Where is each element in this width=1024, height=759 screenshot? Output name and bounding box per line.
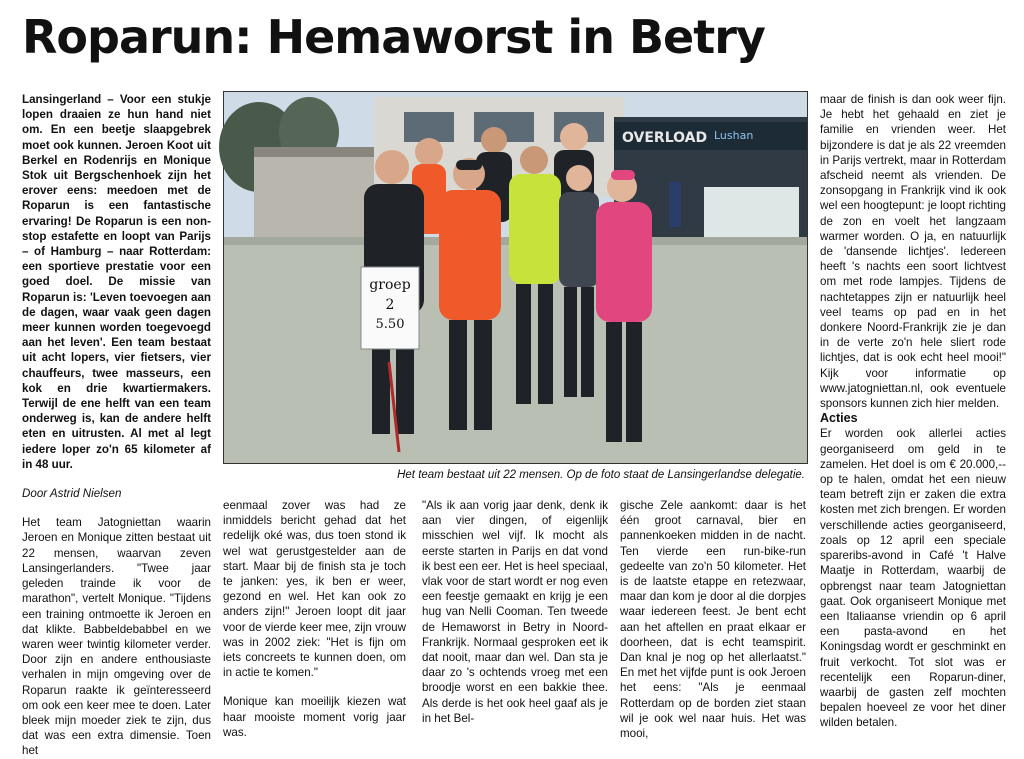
body-paragraph: eenmaal zover was had ze inmiddels bericht gehad dat het redelijk oké was, dus toen stond ik wel wat gerustgestelder aan de start. Maar bij de finish sta je toch te janken: yes, ik ben er weer, gezond en wel. Het kan ook zo anders zijn!" Jeroen loopt dit jaar voor de vierde keer mee, zijn vrouw was in 2002 ziek: "Het is fijn om iets concreets te kunnen doen, om in actie te komen." [223,499,407,680]
column-4 [620,498,806,741]
photo-caption: Het team bestaat uit 22 mensen. Op de foto staat de Lansingerlandse delegatie. [397,469,805,481]
column-3 [422,498,608,725]
byline: Door Astrid Nielsen [22,487,122,501]
team-photo-illustration [224,92,807,463]
headline: Roparun: Hemaworst in Betry [22,10,765,64]
body-paragraph: gische Zele aankomt: daar is het één groot carnaval, bier en pannenkoeken midden in de nacht. Ten vierde een run-bike-run gedeelte van zo'n 50 kilometer. Het is de laatste etappe en retezwaar, maar dan kom je door al die dorpjes waar iedereen feest. Je bent echt aan het aftellen en praat elkaar er doorheen, dat is echt teamspirit. Dan knal je nog op het allerlaatst." En met het vijfde punt is ook Jeroen het eens: "Als je eenmaal Rotterdam op de borden ziet staan wil je ook wel naar huis. Het was mooi, [620,499,806,741]
group-sign-line2: 2 [385,297,395,313]
body-paragraph: "Als ik aan vorig jaar denk, denk ik aan vier dingen, of eigenlijk misschien wel vijf. Ik mocht als eerste starten in Parijs en dat vond ik best een eer. Het is heel speciaal, vlak voor de start wordt er nog even een feestje gemaakt en krijg je een hug van Nelli Cooman. Ten tweede de Hemaworst in Betry in Noord-Frankrijk. Normaal gesproken eet ik dat nooit, maar dan wel. Dan sta je daar zo 's ochtends vroeg met een broodje worst en een bakkie thee. Als derde is het ook heel gaaf als je in het Bel- [422,499,608,725]
body-paragraph: Het team Jatogniettan waarin Jeroen en Monique zitten bestaat uit 22 mensen, waarvan zeven Lansingerlanders. "Twee jaar geleden trainde ik voor de marathon", vertelt Monique. "Tijdens een training ontmoette ik Jeroen en dat klikte. Babbeldebabbel en we waren weer twintig kilometer verder. Door zijn en andere enthousiaste verhalen in mijn omgeving over de Roparun raakte ik geïnteresseerd om ook een keer mee te doen. Later bleek mijn moeder ziek te zijn, dus dat was een extra dimensie. Toen het [22,516,211,758]
subheading-acties: Acties [820,411,858,426]
body-paragraph: Er worden ook allerlei acties georganiseerd om geld in te zamelen. Het doel is om € 20.000,-- op te halen, omdat het een nieuw team betreft zijn er zaken die extra kosten met zich brengen. Er worden verschillende acties georganiseerd, zoals op 12 april een speciale spareribs-avond in Café 't Halve Maatje in Rotterdam, waarbij de opbrengst naar team Jatogniettan gaat. Ook organiseert Monique met een Italiaanse vriendin op 6 april een pasta-avond en het Koningsdag wordt er geschminkt en fruit verkocht. Tot slot was er recentelijk een Roparun-diner, waarbij de gasten zelf mochten bepalen hoeveel ze voor het diner wilden betalen. [820,427,1006,730]
group-sign-line1: groep [369,277,411,293]
storefront-sign: OVERLOAD [622,130,708,146]
column-5 [820,92,1006,730]
group-sign [361,267,419,349]
column-1 [22,92,211,758]
distant-person [669,182,681,227]
storefront-sign-2: Lushan [714,129,754,142]
group-sign-line3: 5.50 [375,317,405,332]
lead-paragraph: Lansingerland – Voor een stukje lopen draaien ze hun hand niet om. En een beetje slaapgebrek moet ook kunnen. Jeroen Koot uit Berkel en Rodenrijs en Monique Stok uit Bergschenhoek zijn het erover eens: meedoen met de Roparun is een fantastische ervaring! De Roparun is een non-stop estafette en loopt van Parijs – of Hamburg – naar Rotterdam: een sportieve prestatie voor een goed doel. De missie van Roparun is: 'Leven toevoegen aan de dagen, waar vaak geen dagen meer kunnen worden toegevoegd aan het leven'. Een team bestaat uit acht lopers, vier fietsers, vier chauffeurs, twee masseurs, een kok en drie kwartiermakers. Terwijl de ene helft van een team onderweg is, kan de andere helft eten en uitrusten. Al met al legt iedere loper zo'n 65 kilometer af in 48 uur. [22,93,211,471]
column-2 [223,498,407,739]
body-paragraph: Monique kan moeilijk kiezen wat haar mooiste moment vorig jaar was. [223,695,406,739]
team-photo [223,91,808,464]
body-paragraph: maar de finish is dan ook weer fijn. Je hebt het gehaald en ziet je familie en vrienden weer. Het bijzondere is dat je als 22 vreemden in Parijs vertrekt, maar in Rotterdam afscheid neemt als vrienden. De zonsopgang in Frankrijk vind ik ook wel een hoogtepunt: je loopt richting de zon en voelt het langzaam warmer worden. O ja, en natuurlijk de 'dansende lichtjes'. Iedereen heeft 's nachts een soort lichtvest om met rode lampjes. Tijdens de nachtetappes zijn er natuurlijk heel veel teams op pad en in het donkere Noord-Frankrijk zie je dan in de verte zo'n hele sliert rode lichtjes, dat is ook echt heel mooi!" Kijk voor informatie op www.jatogniettan.nl, ook eventuele sponsors kunnen zich hier melden. [820,93,1006,411]
